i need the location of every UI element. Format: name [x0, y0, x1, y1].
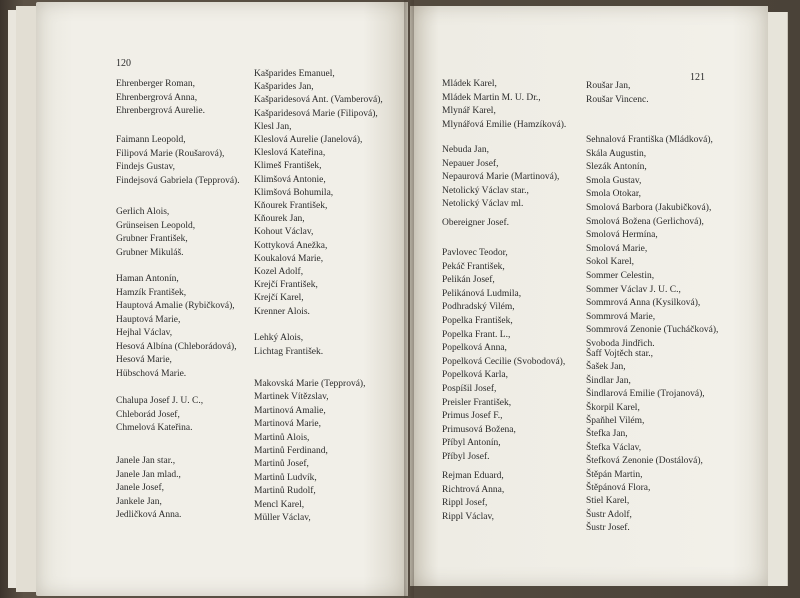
name-entry: Martinů Rudolf, [254, 486, 316, 497]
name-entry: Ehrenbergrová Anna, [116, 92, 198, 103]
name-entry: Krenner Alois. [254, 306, 310, 317]
name-entry: Pelikán Josef, [442, 275, 495, 286]
name-entry: Slezák Antonín, [586, 162, 647, 173]
name-entry: Klimšová Bohumila, [254, 187, 334, 198]
name-entry: Sommrová Marie, [586, 311, 656, 322]
name-entry: Smolová Hermína, [586, 230, 658, 241]
name-entry: Rippl Václav, [442, 511, 494, 522]
name-entry: Pelikánová Ludmila, [442, 288, 522, 299]
name-entry: Martinová Amalie, [254, 405, 326, 416]
book-spine [404, 0, 414, 598]
name-entry: Martinek Vítězslav, [254, 392, 329, 403]
name-entry: Findejsová Gabriela (Tepprová). [116, 175, 240, 186]
name-entry: Findejs Gustav, [116, 162, 176, 172]
name-entry: Štefková Zenonie (Dostálová), [586, 456, 703, 467]
name-entry: Šaff Vojtěch star., [586, 349, 654, 359]
name-entry: Gerlich Alois, [116, 207, 170, 217]
name-entry: Hauptová Marie, [116, 314, 181, 325]
name-entry: Mencl Karel, [254, 499, 305, 510]
name-entry: Pospíšil Josef, [442, 384, 497, 394]
name-entry: Kňourek František, [254, 201, 328, 211]
name-entry: Smolová Božena (Gerlichová), [586, 216, 704, 227]
name-entry: Podhradský Vilém, [442, 302, 515, 313]
name-entry: Mlynář Karel, [442, 106, 496, 117]
name-entry: Ehrenbergrová Aurelie. [116, 106, 205, 116]
name-entry: Nepaurová Marie (Martinová), [442, 172, 560, 183]
name-entry: Rippl Josef, [442, 498, 488, 509]
name-entry: Hauptová Amalie (Rybičková), [116, 301, 235, 311]
page-number-left: 120 [116, 58, 131, 69]
name-entry: Sommer Celestin, [586, 271, 655, 281]
name-entry: Preisler František, [442, 397, 512, 408]
name-entry: Kottyková Anežka, [254, 240, 328, 251]
name-entry: Šindlarová Emilie (Trojanová), [586, 389, 705, 400]
name-entry: Martinů Josef, [254, 459, 309, 470]
name-entry: Popelková Anna, [442, 343, 507, 354]
name-entry: Chalupa Josef J. U. C., [116, 396, 204, 406]
name-entry: Janele Josef, [116, 483, 165, 493]
name-entry: Primus Josef F., [442, 411, 503, 422]
name-entry: Makovská Marie (Tepprová), [254, 379, 366, 389]
name-entry: Mládek Martin M. U. Dr., [442, 92, 541, 103]
name-entry: Hesová Marie, [116, 355, 172, 365]
name-entry: Lehký Alois, [254, 333, 304, 343]
name-entry: Smolová Marie, [586, 243, 648, 254]
name-entry: Martinů Ludvík, [254, 472, 317, 483]
name-entry: Šustr Josef. [586, 523, 630, 534]
name-entry: Hesová Albína (Chleborádová), [116, 341, 237, 352]
name-entry: Grubner Mikuláš. [116, 247, 184, 258]
name-entry: Kašparidesová Marie (Filipová), [254, 108, 378, 119]
name-entry: Rejman Eduard, [442, 471, 504, 481]
name-entry: Janele Jan mlad., [116, 469, 181, 480]
name-entry: Kašparides Jan, [254, 82, 314, 93]
name-entry: Lichtag František. [254, 346, 324, 357]
left-page [36, 2, 408, 596]
name-entry: Richtrová Anna, [442, 484, 505, 495]
name-entry: Roušar Jan, [586, 81, 631, 91]
name-entry: Sokol Karel, [586, 257, 635, 268]
name-entry: Obereigner Josef. [442, 218, 510, 228]
name-entry: Šustr Adolf, [586, 509, 632, 520]
name-entry: Kňourek Jan, [254, 214, 305, 225]
name-entry: Jankele Jan, [116, 496, 162, 507]
name-entry: Roušar Vincenc. [586, 94, 649, 105]
name-entry: Štěpánová Flora, [586, 483, 651, 493]
name-entry: Kohout Václav, [254, 227, 314, 238]
name-entry: Krejčí Karel, [254, 293, 304, 304]
name-entry: Svoboda Jindřich. [586, 339, 655, 349]
name-entry: Popelka Frant. L., [442, 329, 511, 340]
name-entry: Smolová Barbora (Jakubičková), [586, 203, 712, 213]
name-entry: Příbyl Josef. [442, 452, 490, 462]
name-entry: Příbyl Antonín, [442, 438, 501, 449]
name-entry: Kašparidesová Ant. (Vamberová), [254, 95, 383, 106]
name-entry: Sommer Václav J. U. C., [586, 284, 681, 295]
name-entry: Štěpán Martin, [586, 469, 643, 480]
name-entry: Klimšová Antonie, [254, 174, 326, 185]
name-entry: Faimann Leopold, [116, 135, 186, 145]
name-entry: Kleslová Kateřina, [254, 148, 326, 159]
name-entry: Chleborád Josef, [116, 409, 180, 420]
name-entry: Janele Jan star., [116, 456, 176, 466]
name-entry: Kozel Adolf, [254, 267, 304, 277]
name-entry: Smola Otokar, [586, 189, 642, 200]
right-page [410, 6, 768, 586]
name-entry: Martinů Alois, [254, 432, 310, 443]
name-entry: Chmelová Kateřina. [116, 423, 193, 433]
name-entry: Ehrenberger Roman, [116, 79, 195, 89]
name-entry: Mlynářová Emilie (Hamzíková). [442, 119, 567, 130]
name-entry: Müller Václav, [254, 513, 311, 523]
name-entry: Smola Gustav, [586, 175, 642, 186]
name-entry: Špaňhel Vilém, [586, 416, 645, 426]
name-entry: Hübschová Marie. [116, 368, 187, 379]
name-entry: Mládek Karel, [442, 79, 497, 89]
name-entry: Haman Antonín, [116, 274, 179, 284]
name-entry: Škorpil Karel, [586, 402, 640, 413]
name-entry: Pekáč František, [442, 261, 505, 272]
name-entry: Grünseisen Leopold, [116, 220, 196, 231]
name-entry: Martinová Marie, [254, 419, 322, 430]
name-entry: Krejčí František, [254, 280, 318, 291]
name-entry: Pavlovec Teodor, [442, 248, 508, 258]
name-entry: Nepauer Josef, [442, 158, 499, 169]
name-entry: Jedličková Anna. [116, 510, 182, 520]
name-entry: Hamzík František, [116, 287, 187, 298]
name-entry: Popelka František, [442, 316, 513, 326]
name-entry: Štefka Václav, [586, 442, 642, 453]
name-entry: Grubner František, [116, 234, 188, 244]
name-entry: Sehnalová Františka (Mládková), [586, 135, 713, 145]
name-entry: Netolický Václav ml. [442, 199, 524, 210]
name-entry: Šindlar Jan, [586, 375, 631, 386]
name-entry: Popelková Karla, [442, 370, 508, 381]
name-entry: Popelková Cecilie (Svobodová), [442, 356, 566, 367]
name-entry: Martinů Ferdinand, [254, 446, 328, 456]
name-entry: Koukalová Marie, [254, 253, 324, 264]
name-entry: Primusová Božena, [442, 424, 516, 435]
name-entry: Klesl Jan, [254, 121, 292, 132]
name-entry: Hejhal Václav, [116, 328, 173, 338]
name-entry: Kleslová Aurelie (Janelová), [254, 135, 363, 145]
name-entry: Filipová Marie (Roušarová), [116, 148, 225, 159]
name-entry: Sommrová Zenonie (Tucháčková), [586, 325, 719, 336]
name-entry: Sommrová Anna (Kysilková), [586, 298, 701, 309]
name-entry: Netolický Václav star., [442, 185, 529, 196]
name-entry: Stiel Karel, [586, 496, 630, 507]
page-number-right: 121 [690, 72, 705, 83]
name-entry: Kašparides Emanuel, [254, 69, 335, 79]
name-entry: Nebuda Jan, [442, 145, 489, 155]
name-entry: Štefka Jan, [586, 429, 628, 440]
name-entry: Šašek Jan, [586, 362, 626, 373]
name-entry: Klimeš František, [254, 161, 322, 172]
name-entry: Skála Augustin, [586, 148, 647, 159]
